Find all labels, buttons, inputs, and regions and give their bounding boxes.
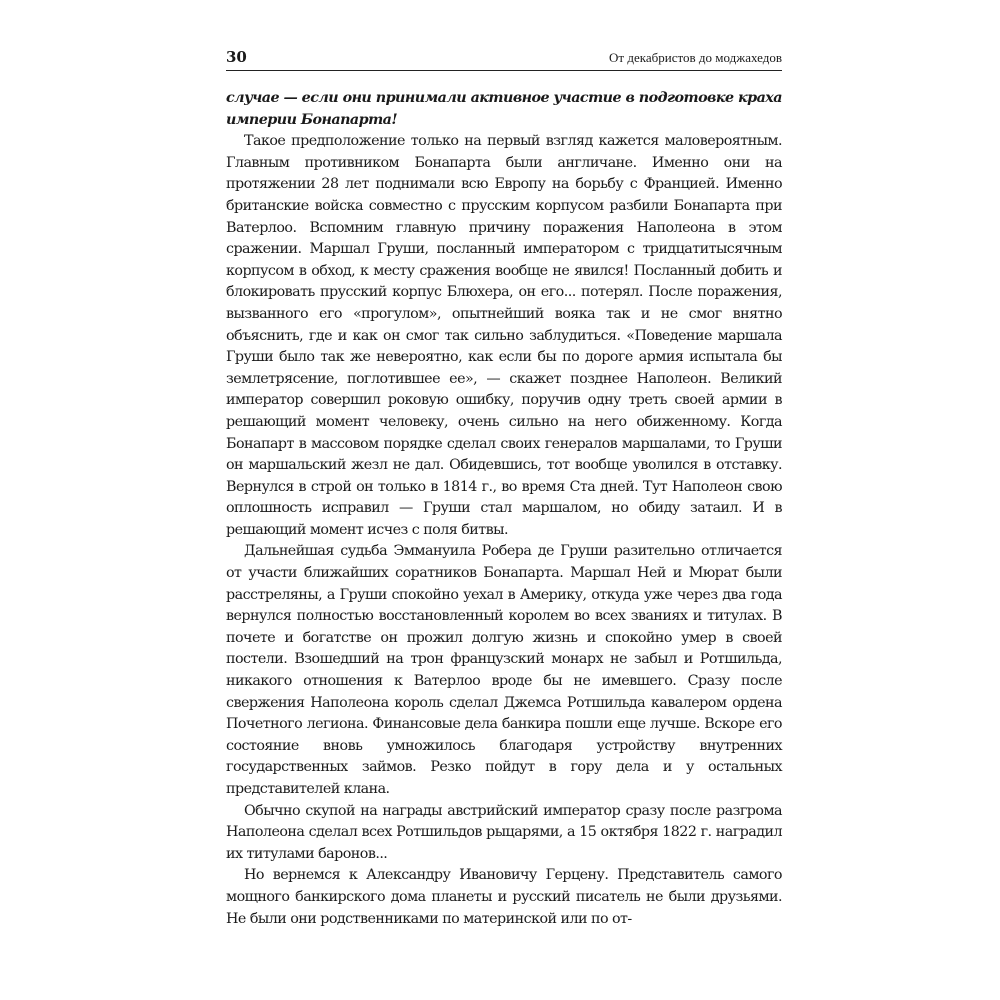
running-title: От декабристов до моджахедов bbox=[609, 50, 782, 65]
page-number: 30 bbox=[226, 48, 247, 66]
paragraph: Дальнейшая судьба Эммануила Робера де Груши разительно отличается от участи ближайших соратников Бонапарта. Маршал Ней и Мюрат были расстреляны, а Груши спокойно уехал в Америку, откуда уже через два года вернулся полностью восстановленный королем во всех званиях и титулах. В почете и богатстве он прожил долгую жизнь и спокойно умер в своей постели. Взошедший на трон французский монарх не забыл и Ротшильда, никакого отношения к Ватерлоо вроде бы не имевшего. Сразу после свержения Наполеона король сделал Джемса Ротшильда кавалером ордена Почетного легиона. Финансовые дела банкира пошли еще лучше. Вскоре его состояние вновь умножилось благодаря устройству внутренних государственных займов. Резко пойдут в гору дела и у остальных представителей клана. bbox=[226, 543, 782, 797]
paragraph: Обычно скупой на награды австрийский император сразу после разгрома Наполеона сделал всех Ротшильдов рыцарями, а 15 октября 1822 г. наградил их титулами баронов... bbox=[226, 802, 782, 862]
body-text bbox=[226, 88, 782, 930]
page-header bbox=[226, 48, 782, 71]
paragraph: Но вернемся к Александру Ивановичу Герцену. Представитель самого мощного банкирского дома планеты и русский писатель не были друзьями. Не были они родственниками по материнской или по от- bbox=[226, 867, 782, 927]
paragraph: Такое предположение только на первый взгляд кажется маловероятным. Главным противником Бонапарта были англичане. Именно они на протяжении 28 лет поднимали всю Европу на борьбу с Францией. Именно британские войска совместно с прусским корпусом разбили Бонапарта при Ватерлоо. Вспомним главную причину поражения Наполеона в этом сражении. Маршал Груши, посланный императором с тридцатитысячным корпусом в обход, к месту сражения вообще не явился! Посланный добить и блокировать прусский корпус Блюхера, он его... потерял. После поражения, вызванного его «прогулом», опытнейший вояка так и не смог внятно объяснить, где и как он смог так сильно заблудиться. «Поведение маршала Груши было так же невероятно, как если бы по дороге армия испытала бы землетрясение, поглотившее ее», — скажет позднее Наполеон. Великий император совершил роковую ошибку, поручив одну треть своей армии в решающий момент человеку, очень сильно на него обиженному. Когда Бонапарт в массовом порядке сделал своих генералов маршалами, то Груши он маршальский жезл не дал. Обидевшись, тот вообще уволился в отставку. Вернулся в строй он только в 1814 г., во время Ста дней. Тут Наполеон свою оплошность исправил — Груши стал маршалом, но обиду затаил. И в решающий момент исчез с поля битвы. bbox=[226, 133, 782, 538]
paragraph-continuation: случае — если они принимали активное участие в подготовке краха империи Бонапарта! bbox=[226, 90, 782, 128]
